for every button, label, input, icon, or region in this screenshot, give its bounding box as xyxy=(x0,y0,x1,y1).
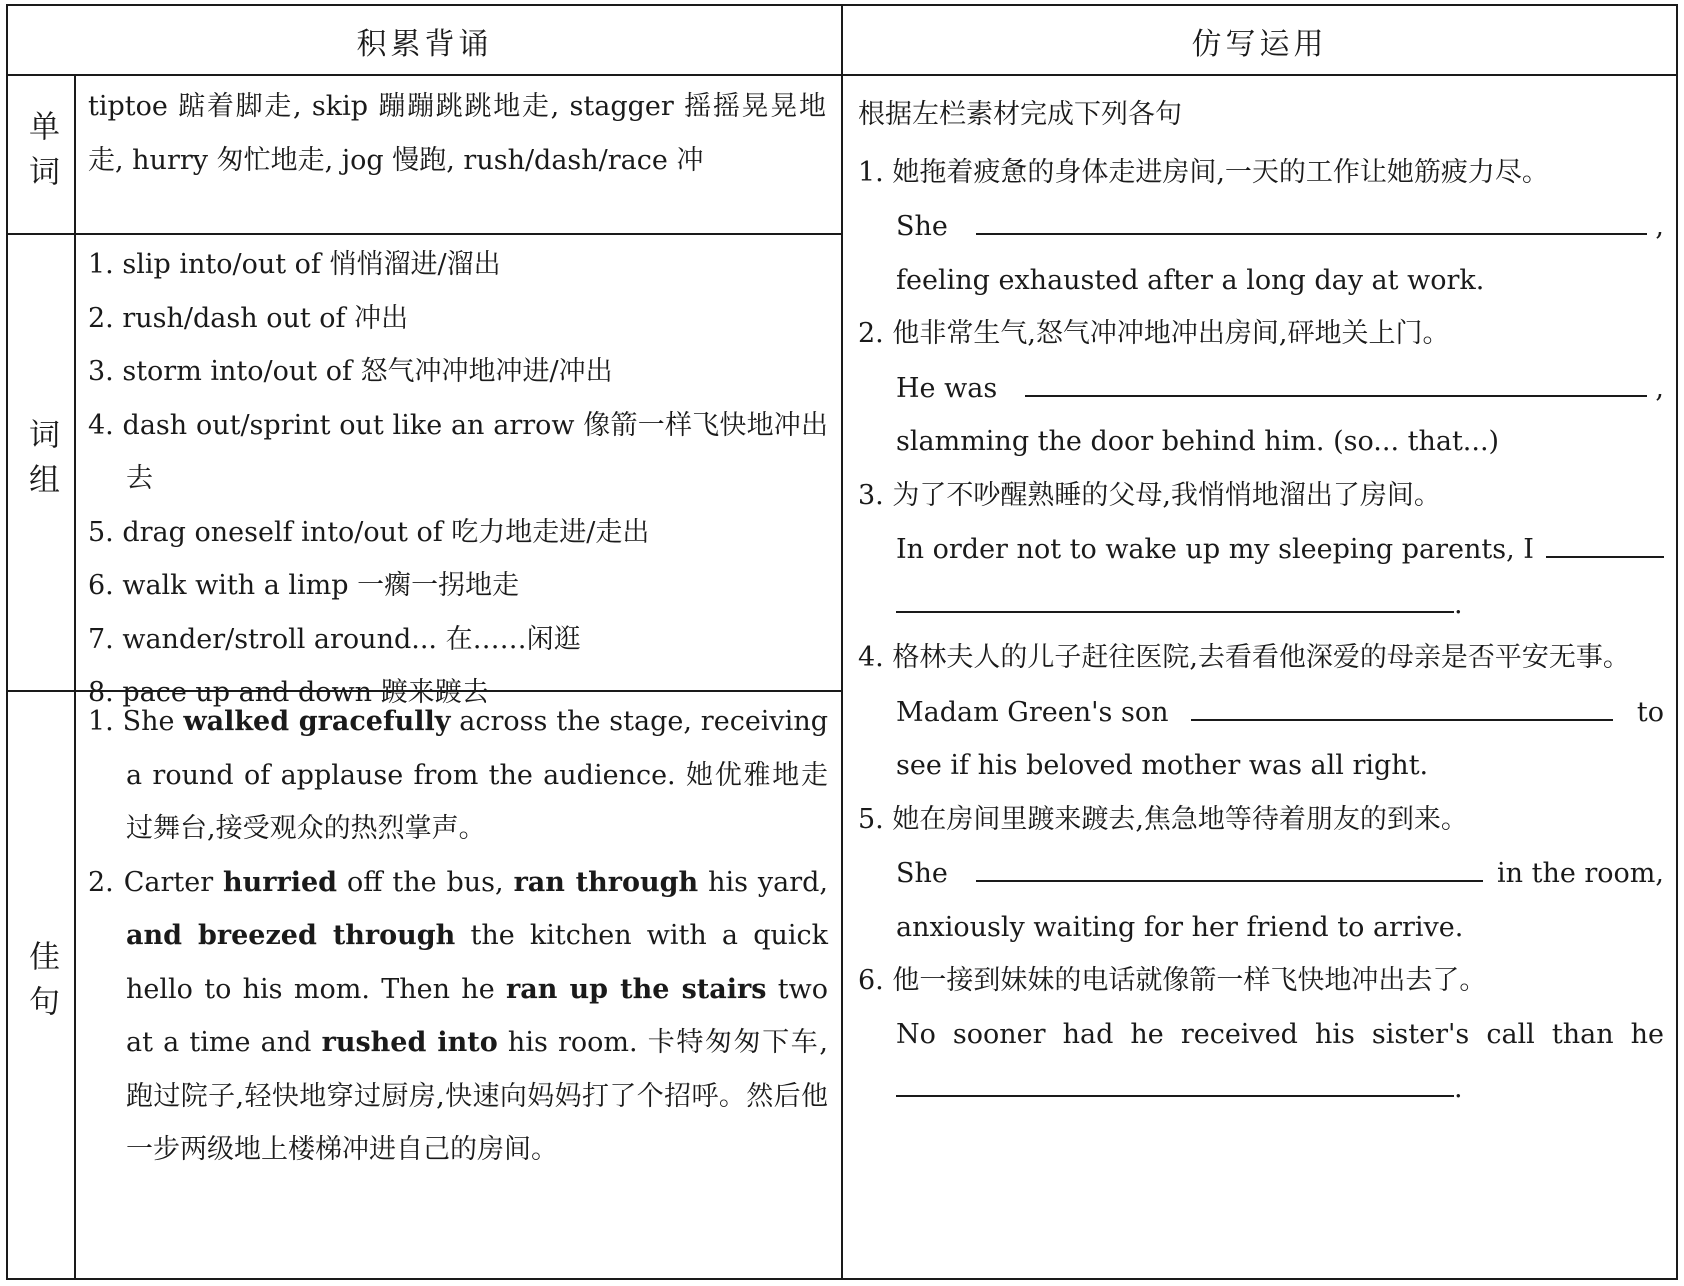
question-1-prefix: She xyxy=(896,211,948,242)
words-divider xyxy=(8,233,843,235)
question-1-prompt: 1. 她拖着疲惫的身体走进房间,一天的工作让她筋疲力尽。 xyxy=(858,156,1549,188)
answer-blank-1[interactable] xyxy=(976,199,1648,235)
question-2-continuation: slamming the door behind him. (so... that...) xyxy=(896,426,1500,457)
sentence-text: his yard, xyxy=(698,866,829,898)
answer-blank-6[interactable] xyxy=(896,1061,1454,1097)
answer-blank-3a[interactable] xyxy=(1546,522,1664,558)
sentence-num: 2. xyxy=(88,866,124,898)
phrase-item: 2. rush/dash out of 冲出 xyxy=(88,302,409,334)
question-3-end: . xyxy=(1454,588,1463,620)
phrase-item: 5. drag oneself into/out of 吃力地走进/走出 xyxy=(88,516,650,548)
question-3-line-2 xyxy=(858,577,1664,632)
category-sentences-label: 佳句 xyxy=(23,940,59,1030)
sentences-cell xyxy=(88,695,828,1177)
answer-blank-5[interactable] xyxy=(976,846,1483,882)
phrase-item: 3. storm into/out of 怒气冲冲地冲进/冲出 xyxy=(88,356,613,387)
answer-blank-4[interactable] xyxy=(1191,685,1613,721)
sentence-text: off the bus, xyxy=(337,866,514,898)
example-sentence-2 xyxy=(88,856,828,1177)
phrase-item: 7. wander/stroll around... 在……闲逛 xyxy=(88,623,581,655)
question-4-continuation: see if his beloved mother was all right. xyxy=(896,750,1429,781)
question-6-line: No sooner had he received his sister's call than he xyxy=(896,1018,1664,1050)
answer-blank-2[interactable] xyxy=(1025,361,1647,397)
highlight-phrase: walked gracefully xyxy=(183,706,451,737)
sentence-num: 1. xyxy=(88,706,123,737)
phrase-item: 1. slip into/out of 悄悄溜进/溜出 xyxy=(88,249,501,280)
practice-cell xyxy=(858,88,1664,1116)
sentence-text: across the stage, receiving a round of applause from the audience. 她优雅地走过舞台,接受观众的热烈掌声。 xyxy=(126,706,828,844)
sentence-text: two at a time and xyxy=(126,973,828,1058)
left-column-header: 积累背诵 xyxy=(356,27,493,62)
question-6-line-2 xyxy=(858,1061,1664,1116)
phrase-item: 8. pace up and down 踱来踱去 xyxy=(88,677,489,708)
question-1-continuation: feeling exhausted after a long day at work. xyxy=(896,264,1485,296)
category-phrases-label: 词组 xyxy=(23,417,59,508)
words-text: tiptoe 踮着脚走, skip 蹦蹦跳跳地走, stagger 摇摇晃晃地走, hurry 匆忙地走, jog 慢跑, rush/dash/race 冲 xyxy=(88,91,826,176)
sentence-text: the kitchen with a quick hello to his mom. Then he xyxy=(126,920,828,1005)
question-5-prefix: She xyxy=(896,858,948,889)
question-4-line xyxy=(858,685,1664,740)
category-words-label: 单词 xyxy=(23,109,59,200)
exercise-table xyxy=(6,4,1678,1280)
highlight-phrase: and breezed through xyxy=(126,920,456,951)
category-phrases xyxy=(8,235,74,690)
question-1-suffix: , xyxy=(1655,211,1664,242)
question-2-line xyxy=(858,361,1664,416)
highlight-phrase: ran up the stairs xyxy=(506,973,767,1005)
question-6-prompt: 6. 他一接到妹妹的电话就像箭一样飞快地冲出去了。 xyxy=(858,965,1487,996)
question-5-line xyxy=(858,846,1664,901)
question-3-text: In order not to wake up my sleeping parents, I xyxy=(896,534,1534,565)
sentence-text: Carter xyxy=(123,866,224,898)
sentence-text: his room. 卡特匆匆下车,跑过院子,轻快地穿过厨房,快速向妈妈打了个招呼。然后他一步两级地上楼梯冲进自己的房间。 xyxy=(126,1027,828,1165)
question-5-suffix: in the room, xyxy=(1496,858,1664,889)
column-divider xyxy=(841,6,843,1278)
question-3-prompt: 3. 为了不吵醒熟睡的父母,我悄悄地溜出了房间。 xyxy=(858,479,1441,511)
question-5-prompt: 5. 她在房间里踱来踱去,焦急地等待着朋友的到来。 xyxy=(858,803,1468,835)
question-3-line xyxy=(858,522,1664,577)
question-4-prefix: Madam Green's son xyxy=(896,696,1169,728)
phrases-cell xyxy=(88,238,828,720)
question-4-suffix: to xyxy=(1636,696,1664,728)
instructions: 根据左栏素材完成下列各句 xyxy=(858,99,1182,130)
category-divider xyxy=(74,74,76,1278)
answer-blank-3b[interactable] xyxy=(896,577,1454,613)
highlight-phrase: rushed into xyxy=(321,1027,498,1058)
highlight-phrase: hurried xyxy=(223,866,338,898)
words-cell xyxy=(88,80,826,187)
sentence-text: She xyxy=(122,706,184,737)
question-2-prompt: 2. 他非常生气,怒气冲冲地冲出房间,砰地关上门。 xyxy=(858,318,1450,349)
right-column-header: 仿写运用 xyxy=(1191,27,1328,62)
phrase-item: 6. walk with a limp 一瘸一拐地走 xyxy=(88,570,520,601)
question-6-end: . xyxy=(1454,1073,1463,1104)
category-sentences xyxy=(8,692,74,1278)
question-2-suffix: , xyxy=(1655,372,1664,404)
question-2-prefix: He was xyxy=(896,372,998,404)
category-words xyxy=(8,76,74,233)
phrase-item: 4. dash out/sprint out like an arrow 像箭一样飞快地冲出去 xyxy=(88,409,828,494)
highlight-phrase: ran through xyxy=(513,866,699,898)
example-sentence-1 xyxy=(88,695,828,856)
question-1-line xyxy=(858,199,1664,254)
question-4-prompt: 4. 格林夫人的儿子赶往医院,去看看他深爱的母亲是否平安无事。 xyxy=(858,642,1630,673)
question-5-continuation: anxiously waiting for her friend to arrive. xyxy=(896,911,1464,943)
